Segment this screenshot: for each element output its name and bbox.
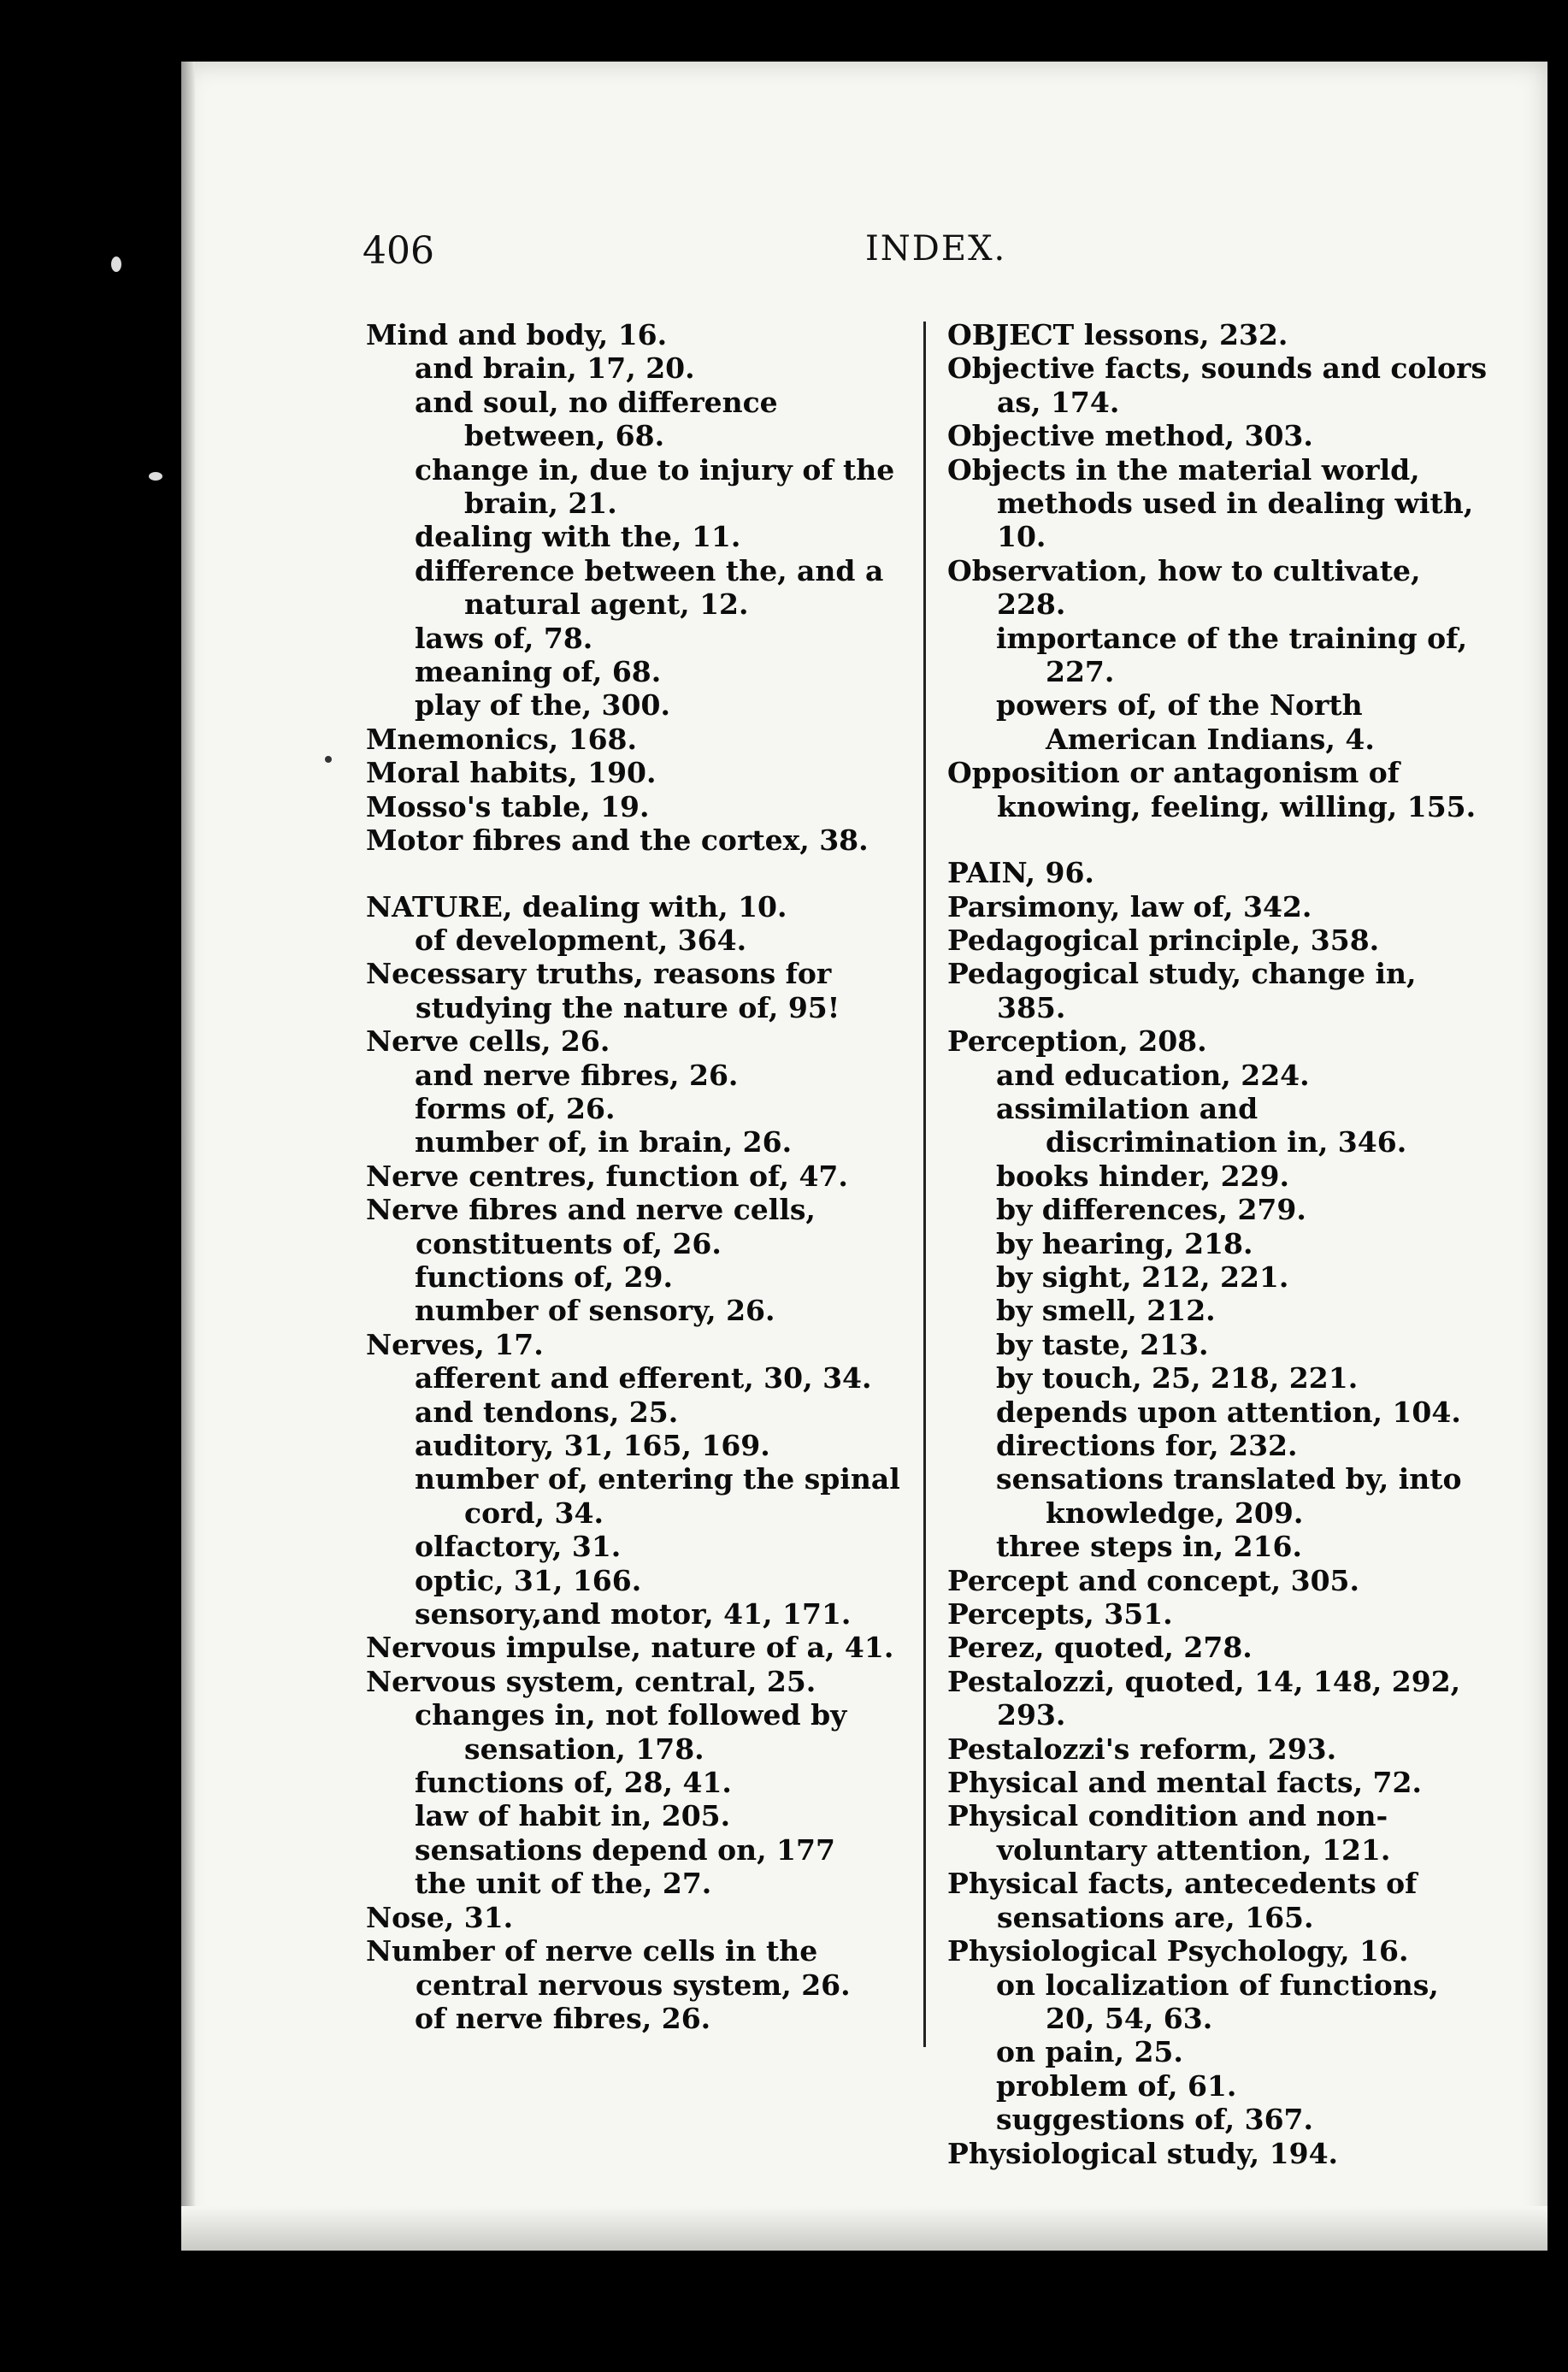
- index-subentry: directions for, 232.: [996, 1429, 1298, 1462]
- index-subentry: and tendons, 25.: [415, 1395, 679, 1429]
- index-subentry: sensations depend on, 177: [415, 1832, 835, 1867]
- index-entry: Number of nerve cells in the central nervous system, 26.: [366, 1934, 851, 2002]
- index-column-left: [366, 318, 913, 2035]
- index-subentry: functions of, 28, 41.: [415, 1766, 732, 1800]
- index-subentry: of nerve fibres, 26.: [415, 2001, 711, 2035]
- column-divider: [923, 322, 926, 2047]
- index-subentry: meaning of, 68.: [415, 655, 662, 689]
- index-entry: Nerve fibres and nerve cells, constituents of, 26.: [366, 1193, 816, 1260]
- index-subentry: laws of, 78.: [415, 621, 593, 655]
- index-entry: Parsimony, law of, 342.: [947, 889, 1312, 923]
- index-entry: Physiological Psychology, 16.: [947, 1934, 1409, 1968]
- page-edge-bottom: [181, 2206, 1547, 2251]
- index-subentry: by smell, 212.: [996, 1294, 1216, 1328]
- index-entry: Percepts, 351.: [947, 1597, 1173, 1631]
- index-entry: Observation, how to cultivate, 228.: [947, 553, 1421, 622]
- index-subentry: by sight, 212, 221.: [996, 1260, 1289, 1294]
- index-entry: Nervous impulse, nature of a, 41.: [366, 1631, 894, 1665]
- index-subentry: olfactory, 31.: [415, 1530, 622, 1564]
- index-subentry: of development, 364.: [415, 923, 747, 957]
- index-subentry: books hinder, 229.: [996, 1159, 1289, 1193]
- index-subentry: on pain, 25.: [996, 2035, 1183, 2069]
- index-subentry: law of habit in, 205.: [415, 1799, 731, 1833]
- index-entry: Perez, quoted, 278.: [947, 1631, 1253, 1665]
- index-entry: Mosso's table, 19.: [366, 789, 650, 823]
- index-entry: Perception, 208.: [947, 1024, 1207, 1059]
- index-entry: OBJECT lessons, 232.: [947, 318, 1288, 351]
- index-subentry: functions of, 29.: [415, 1260, 673, 1294]
- index-entry: Pestalozzi's reform, 293.: [947, 1732, 1337, 1766]
- index-entry: Mind and body, 16.: [366, 318, 668, 351]
- index-entry: Nerves, 17.: [366, 1327, 544, 1361]
- scan-speck: [149, 472, 162, 481]
- index-entry: Objective method, 303.: [947, 419, 1313, 453]
- index-subentry: and nerve fibres, 26.: [415, 1058, 739, 1092]
- index-subentry: sensations translated by, into knowledge, 209.: [996, 1462, 1462, 1530]
- index-entry: Physiological study, 194.: [947, 2136, 1339, 2170]
- index-subentry: and brain, 17, 20.: [415, 351, 695, 386]
- index-subentry: afferent and efferent, 30, 34.: [415, 1361, 872, 1395]
- index-subentry: difference between the, and a natural agent, 12.: [415, 553, 884, 622]
- index-entry: Moral habits, 190.: [366, 756, 657, 790]
- index-subentry: and education, 224.: [996, 1058, 1310, 1092]
- index-subentry: suggestions of, 367.: [996, 2103, 1313, 2137]
- index-entry: Physical and mental facts, 72.: [947, 1766, 1422, 1800]
- index-subentry: forms of, 26.: [415, 1091, 616, 1125]
- index-subentry: optic, 31, 166.: [415, 1563, 642, 1597]
- index-entry: Opposition or antagonism of knowing, feeling, willing, 155.: [947, 756, 1477, 823]
- scan-speck: [325, 756, 332, 763]
- index-subentry: assimilation and discrimination in, 346.: [996, 1091, 1407, 1159]
- index-entry: Objective facts, sounds and colors as, 174.: [947, 351, 1488, 419]
- index-entry: Pedagogical principle, 358.: [947, 923, 1380, 957]
- index-entry: Pedagogical study, change in, 385.: [947, 957, 1417, 1024]
- page-edge-left: [181, 62, 195, 2251]
- index-entry: Mnemonics, 168.: [366, 722, 637, 756]
- index-subentry: by taste, 213.: [996, 1327, 1209, 1361]
- index-entry: Nerve centres, function of, 47.: [366, 1159, 848, 1193]
- page-number: 406: [363, 229, 434, 273]
- index-column-right: [947, 318, 1488, 2170]
- index-entry: Physical facts, antecedents of sensations are, 165.: [947, 1867, 1418, 1934]
- index-subentry: number of, in brain, 26.: [415, 1125, 793, 1159]
- index-subentry: change in, due to injury of the brain, 21.: [415, 452, 895, 521]
- index-entry: Objects in the material world, methods used in dealing with, 10.: [947, 452, 1474, 554]
- index-entry: NATURE, dealing with, 10.: [366, 889, 787, 923]
- index-subentry: number of, entering the spinal cord, 34.: [415, 1462, 900, 1530]
- section-gap: [366, 858, 913, 890]
- index-entry: Nerve cells, 26.: [366, 1024, 610, 1059]
- index-subentry: by hearing, 218.: [996, 1226, 1253, 1260]
- index-entry: Motor fibres and the cortex, 38.: [366, 823, 869, 858]
- index-subentry: importance of the training of, 227.: [996, 621, 1468, 689]
- index-subentry: play of the, 300.: [415, 688, 670, 723]
- index-subentry: changes in, not followed by sensation, 178.: [415, 1698, 847, 1766]
- index-entry: Necessary truths, reasons for studying the nature of, 95!: [366, 957, 840, 1024]
- index-subentry: by touch, 25, 218, 221.: [996, 1361, 1359, 1395]
- index-subentry: by differences, 279.: [996, 1193, 1306, 1227]
- index-subentry: powers of, of the North American Indians, 4.: [996, 688, 1375, 756]
- index-subentry: number of sensory, 26.: [415, 1294, 775, 1328]
- index-entry: Pestalozzi, quoted, 14, 148, 292, 293.: [947, 1664, 1461, 1732]
- index-entry: Percept and concept, 305.: [947, 1563, 1359, 1597]
- index-subentry: on localization of functions, 20, 54, 63.: [996, 1968, 1439, 2035]
- index-subentry: sensory,and motor, 41, 171.: [415, 1597, 852, 1631]
- section-gap: [947, 823, 1488, 856]
- index-entry: PAIN, 96.: [947, 856, 1094, 890]
- running-head: INDEX.: [865, 229, 1007, 268]
- index-entry: Nervous system, central, 25.: [366, 1664, 816, 1698]
- index-entry: Nose, 31.: [366, 1900, 514, 1934]
- index-subentry: and soul, no difference between, 68.: [415, 385, 778, 453]
- index-subentry: the unit of the, 27.: [415, 1867, 712, 1901]
- index-subentry: auditory, 31, 165, 169.: [415, 1429, 770, 1462]
- index-subentry: three steps in, 216.: [996, 1530, 1302, 1564]
- index-subentry: dealing with the, 11.: [415, 520, 741, 554]
- scan-speck: [111, 257, 121, 272]
- index-subentry: problem of, 61.: [996, 2068, 1237, 2103]
- index-entry: Physical condition and non-voluntary attention, 121.: [947, 1799, 1391, 1867]
- index-subentry: depends upon attention, 104.: [996, 1395, 1461, 1429]
